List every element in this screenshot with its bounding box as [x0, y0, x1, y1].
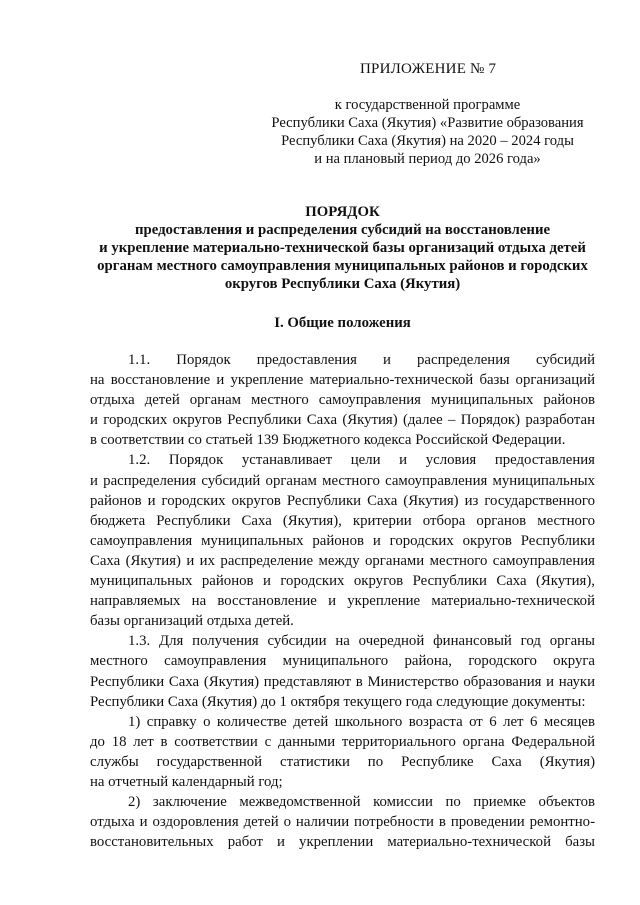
body-line: 1.3. Для получения субсидии на очередной финансовый год органы: [128, 633, 595, 650]
body-line: 2) заключение межведомственной комиссии по приемке объектов: [128, 794, 595, 811]
body-line: в соответствии со статьей 139 Бюджетного кодекса Российской Федерации.: [90, 432, 566, 449]
body-line: Саха (Якутия) и их распределение между органами местного самоуправления: [90, 552, 595, 569]
body-line: отдыха и оздоровления детей о наличии потребности в проведении ремонтно-: [90, 814, 595, 831]
body-line: базы организаций отдыха детей.: [90, 613, 294, 630]
body-line: Республики Саха (Якутия) представляют в Министерство образования и науки: [90, 673, 595, 690]
document-title-line: органам местного самоуправления муниципальных районов и городских: [97, 258, 588, 274]
body-line: муниципальных районов и городских округов Республики Саха (Якутия),: [90, 573, 595, 590]
body-line: направляемых на восстановление и укрепление материально-технической: [90, 593, 595, 610]
document-title-line: ПОРЯДОК: [305, 204, 380, 220]
appendix-reference-line: Республики Саха (Якутия) «Развитие образования: [271, 115, 584, 131]
appendix-reference-line: и на плановый период до 2026 года»: [314, 151, 541, 167]
body-line: на восстановление и укрепление материально-технической базы организаций: [90, 372, 595, 389]
document-title-line: округов Республики Саха (Якутия): [224, 276, 461, 292]
appendix-title: ПРИЛОЖЕНИЕ № 7: [360, 61, 497, 77]
body-line: и распределения субсидий органам местного самоуправления муниципальных: [90, 472, 595, 489]
document-title-line: предоставления и распределения субсидий на восстановление: [134, 222, 551, 238]
section-heading: I. Общие положения: [274, 315, 411, 331]
appendix-reference: [260, 96, 595, 168]
document-title-line: и укрепление материально-технической базы организаций отдыха детей: [99, 240, 586, 256]
document-title: [90, 203, 595, 293]
body-line: местного самоуправления муниципального района, городского округа: [90, 653, 595, 670]
body-line: Республики Саха (Якутия) до 1 октября текущего года следующие документы:: [90, 693, 586, 710]
body-line: районов и городских округов Республики Саха (Якутия) из государственного: [90, 492, 595, 509]
body-line: службы государственной статистики по Республике Саха (Якутия): [90, 753, 595, 770]
body-line: 1) справку о количестве детей школьного возраста от 6 лет 6 месяцев: [128, 713, 595, 730]
body-line: до 18 лет в соответствии с данными территориального органа Федеральной: [90, 733, 595, 750]
document-body: [90, 350, 595, 852]
appendix-reference-line: к государственной программе: [334, 97, 521, 113]
body-line: бюджета Республики Саха (Якутия), критерии отбора органов местного: [90, 512, 595, 529]
body-line: на отчетный календарный год;: [90, 773, 283, 790]
body-line: и городских округов Республики Саха (Якутия) (далее – Порядок) разработан: [90, 412, 595, 429]
body-line: самоуправления муниципальных районов и городских округов Республики: [90, 532, 595, 549]
body-line: восстановительных работ и укреплении материально-технической базы: [90, 834, 595, 851]
body-line: 1.2. Порядок устанавливает цели и условия предоставления: [128, 452, 595, 469]
body-line: отдыха детей органам местного самоуправления муниципальных районов: [90, 392, 595, 409]
body-line: 1.1. Порядок предоставления и распределения субсидий: [128, 352, 595, 368]
appendix-reference-line: Республики Саха (Якутия) на 2020 – 2024 годы: [281, 133, 574, 149]
